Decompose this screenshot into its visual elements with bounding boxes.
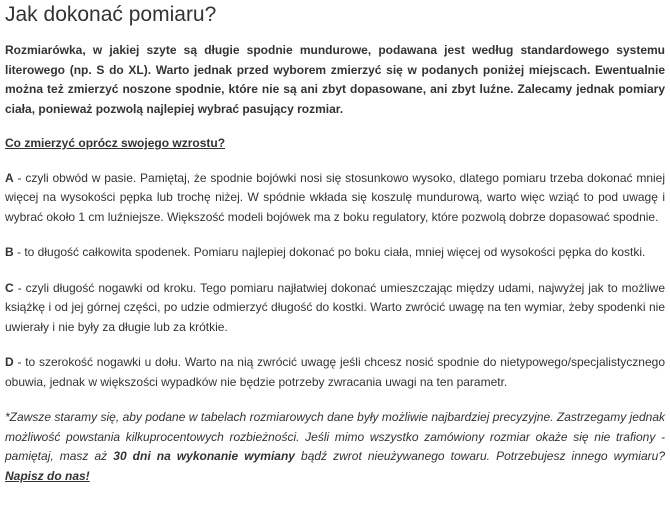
section-a-letter: A (5, 170, 14, 185)
section-b (5, 243, 665, 263)
section-d-letter: D (5, 355, 14, 369)
measure-question-heading: Co zmierzyć oprócz swojego wzrostu? (5, 136, 226, 150)
section-b-text: - to długość całkowita spodenek. Pomiaru najlepiej dokonać po boku ciała, mniej więcej od wysokości pępka do kostki. (13, 245, 646, 259)
section-c (5, 279, 665, 338)
note-text-1: *Zawsze staramy się, aby podane w tabelach rozmiarowych dane były możliwie najbardziej precyzyjne. Zastrzegamy jednak możliwość powstania kilkuprocentowych rozbieżności. Jeśli mimo wszystko zamówiony rozmiar okaże się nie trafiony - pamiętaj, masz aż (5, 410, 665, 463)
section-d (5, 353, 665, 392)
section-c-letter: C (5, 280, 14, 295)
note-text-2: bądź zwrot nieużywanego towaru. Potrzebujesz innego wymiaru? (294, 449, 665, 463)
section-c-text: - czyli długość nogawki od kroku. Tego pomiaru najłatwiej dokonać umieszczając między udami, najwyżej jak to możliwe książkę i od jej górnej części, po udzie odmierzyć długość do kostki. Warto zwrócić uwagę na ten wymiar, żeby spodenki nie uwierały i nie były za długie lub za krótkie. (5, 280, 665, 334)
exchange-period-highlight: 30 dni na wykonanie wymiany (113, 449, 295, 463)
page-title: Jak dokonać pomiaru? (5, 3, 217, 26)
disclaimer-note (5, 408, 665, 486)
contact-us-link[interactable]: Napisz do nas! (5, 468, 90, 483)
section-d-text: - to szerokość nogawki u dołu. Warto na nią zwrócić uwagę jeśli chcesz nosić spodnie do nietypowego/specjalistycznego obuwia, jednak w większości wypadków nie będzie potrzeby zwracania uwagi na ten parametr. (5, 355, 665, 389)
section-a-text: - czyli obwód w pasie. Pamiętaj, że spodnie bojówki nosi się stosunkowo wysoko, dlatego pomiaru trzeba dokonać mniej więcej na wysokości pępka lub trochę niżej. W spódnie wkłada się koszulę mundurową, warto więc wziąć to pod uwagę i wybrać około 1 cm luźniejsze. Większość modeli bojówek ma z boku regulatory, które pozwolą dobrze dopasować spodnie. (5, 170, 665, 224)
section-a (5, 169, 665, 228)
section-b-letter: B (5, 245, 14, 259)
intro-paragraph: Rozmiarówka, w jakiej szyte są długie spodnie mundurowe, podawana jest według standardowego systemu literowego (np. S do XL). Warto jednak przed wyborem zmierzyć się w podanych poniżej miejscach. Ewentualnie można też zmierzyć noszone spodnie, które nie są ani zbyt dopasowane, ani zbyt luźne. Zalecamy jednak pomiary ciała, ponieważ pozwolą najlepiej wybrać pasujący rozmiar. (5, 43, 665, 116)
